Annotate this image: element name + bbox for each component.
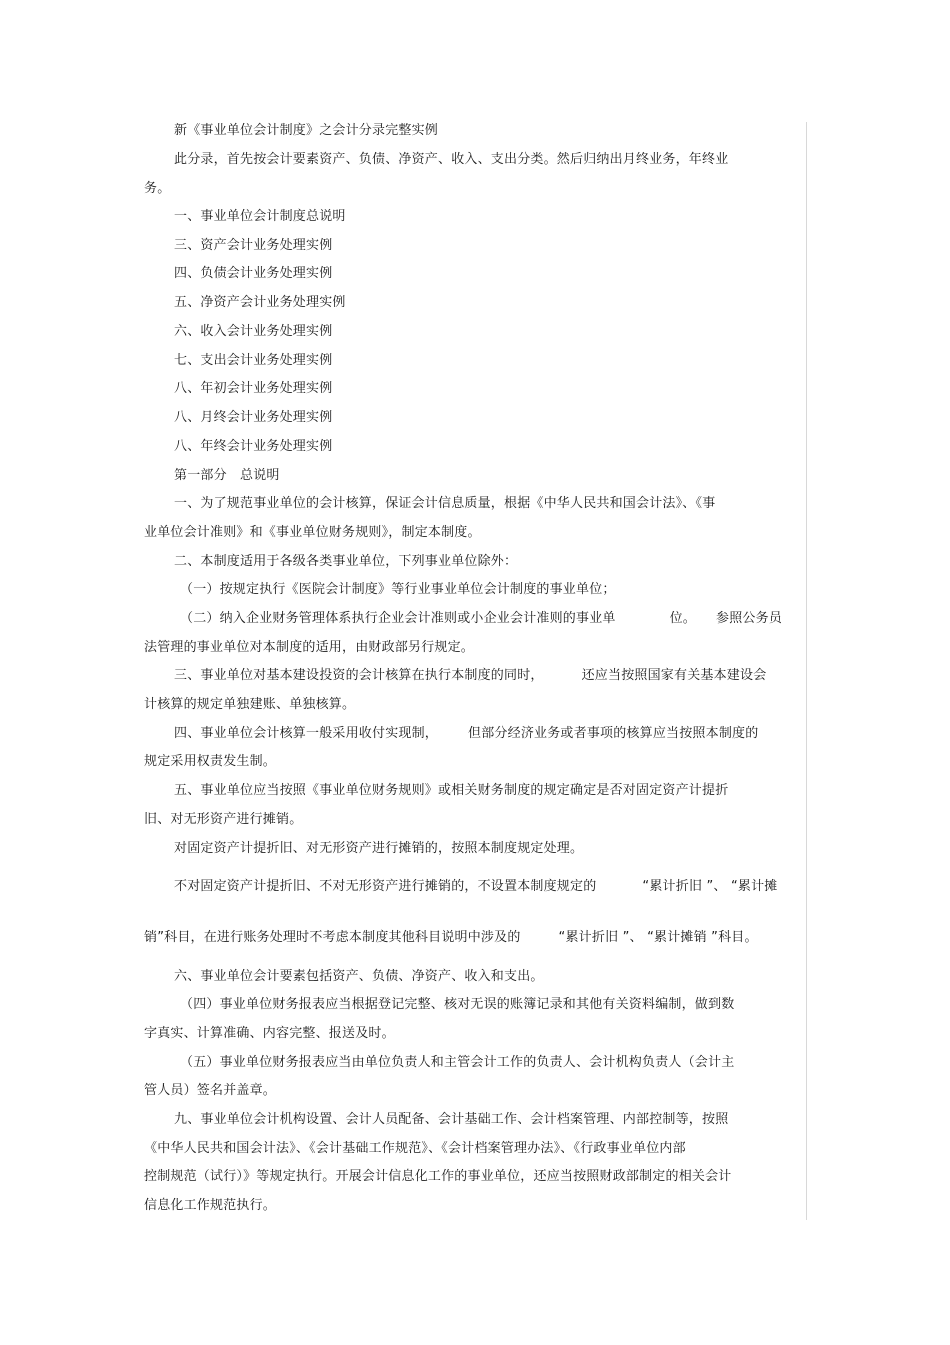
paragraph-4-line-1 — [174, 726, 758, 742]
toc-item: 八、年初会计业务处理实例 — [174, 381, 333, 396]
paragraph-5b-segment: “累计折旧 ”、 “累计摊 — [642, 879, 778, 894]
paragraph-7-line-1: （四）事业单位财务报表应当根据登记完整、核对无误的账簿记录和其他有关资料编制，做到数 — [180, 997, 735, 1012]
paragraph-5b-line-2 — [144, 930, 758, 946]
right-margin-rule — [806, 122, 807, 1220]
paragraph-8-line-2: 管人员）签名并盖章。 — [144, 1083, 277, 1098]
paragraph-4-segment: 但部分经济业务或者事项的核算应当按照本制度的 — [468, 726, 759, 741]
toc-item: 四、负债会计业务处理实例 — [174, 266, 333, 281]
toc-item: 三、资产会计业务处理实例 — [174, 238, 333, 253]
toc-item: 八、年终会计业务处理实例 — [174, 439, 333, 454]
paragraph-1-line-1: 一、为了规范事业单位的会计核算，保证会计信息质量，根据《中华人民共和国会计法》、《事 — [174, 496, 716, 511]
paragraph-3-segment: 还应当按照国家有关基本建设会 — [581, 668, 767, 683]
paragraph-9-line-2: 《中华人民共和国会计法》、《会计基础工作规范》、《会计档案管理办法》、《行政事业单位内部 — [144, 1141, 686, 1156]
toc-item: 七、支出会计业务处理实例 — [174, 353, 333, 368]
paragraph-4-line-2: 规定采用权责发生制。 — [144, 754, 277, 769]
paragraph-3-segment: 三、事业单位对基本建设投资的会计核算在执行本制度的同时， — [174, 668, 544, 683]
paragraph-5a: 对固定资产计提折旧、对无形资产进行摊销的，按照本制度规定处理。 — [174, 841, 584, 856]
paragraph-9-line-1: 九、事业单位会计机构设置、会计人员配备、会计基础工作、会计档案管理、内部控制等，按照 — [174, 1112, 729, 1127]
paragraph-5b-segment: 销”科目，在进行账务处理时不考虑本制度其他科目说明中涉及的 — [144, 930, 521, 945]
toc-item: 八、月终会计业务处理实例 — [174, 410, 333, 425]
paragraph-5b-segment: “累计折旧 ”、 “累计摊销 ”科目。 — [558, 930, 758, 945]
paragraph-1-line-2: 业单位会计准则》和《事业单位财务规则》，制定本制度。 — [144, 525, 481, 540]
paragraph-2b-segment: 参照公务员 — [716, 611, 783, 626]
paragraph-6: 六、事业单位会计要素包括资产、负债、净资产、收入和支出。 — [174, 969, 544, 984]
toc-item: 一、事业单位会计制度总说明 — [174, 209, 346, 224]
paragraph-5-line-1: 五、事业单位应当按照《事业单位财务规则》或相关财务制度的规定确定是否对固定资产计提折 — [174, 783, 729, 798]
paragraph-8-line-1: （五）事业单位财务报表应当由单位负责人和主管会计工作的负责人、会计机构负责人（会计主 — [180, 1055, 735, 1070]
part-heading: 第一部分 总说明 — [174, 468, 280, 483]
paragraph-4-segment: 四、事业单位会计核算一般采用收付实现制， — [174, 726, 439, 741]
paragraph-2a: （一）按规定执行《医院会计制度》等行业事业单位会计制度的事业单位； — [180, 582, 616, 597]
paragraph-9-line-3: 控制规范（试行）》等规定执行。开展会计信息化工作的事业单位，还应当按照财政部制定的相关会计 — [144, 1169, 732, 1184]
toc-item: 六、收入会计业务处理实例 — [174, 324, 333, 339]
paragraph-3-line-2: 计核算的规定单独建账、单独核算。 — [144, 697, 356, 712]
paragraph-3-line-1 — [174, 668, 766, 684]
paragraph-7-line-2: 字真实、计算准确、内容完整、报送及时。 — [144, 1026, 395, 1041]
paragraph-2b-segment: 位。 — [669, 611, 697, 626]
toc-item: 五、净资产会计业务处理实例 — [174, 295, 346, 310]
document-title: 新《事业单位会计制度》之会计分录完整实例 — [174, 123, 439, 138]
paragraph-5b-line-1 — [174, 879, 777, 895]
paragraph-2b-line-1 — [180, 611, 782, 627]
paragraph-2b-line-2: 法管理的事业单位对本制度的适用，由财政部另行规定。 — [144, 640, 475, 655]
paragraph-9-line-4: 信息化工作规范执行。 — [144, 1198, 277, 1213]
paragraph-5b-segment: 不对固定资产计提折旧、不对无形资产进行摊销的，不设置本制度规定的 — [174, 879, 597, 894]
paragraph-2b-segment: （二）纳入企业财务管理体系执行企业会计准则或小企业会计准则的事业单 — [180, 611, 616, 626]
intro-line-1: 此分录，首先按会计要素资产、负债、净资产、收入、支出分类。然后归纳出月终业务，年终业 — [174, 152, 729, 167]
intro-line-2: 务。 — [144, 181, 171, 196]
paragraph-2: 二、本制度适用于各级各类事业单位，下列事业单位除外： — [174, 554, 518, 569]
paragraph-5-line-2: 旧、对无形资产进行摊销。 — [144, 812, 303, 827]
